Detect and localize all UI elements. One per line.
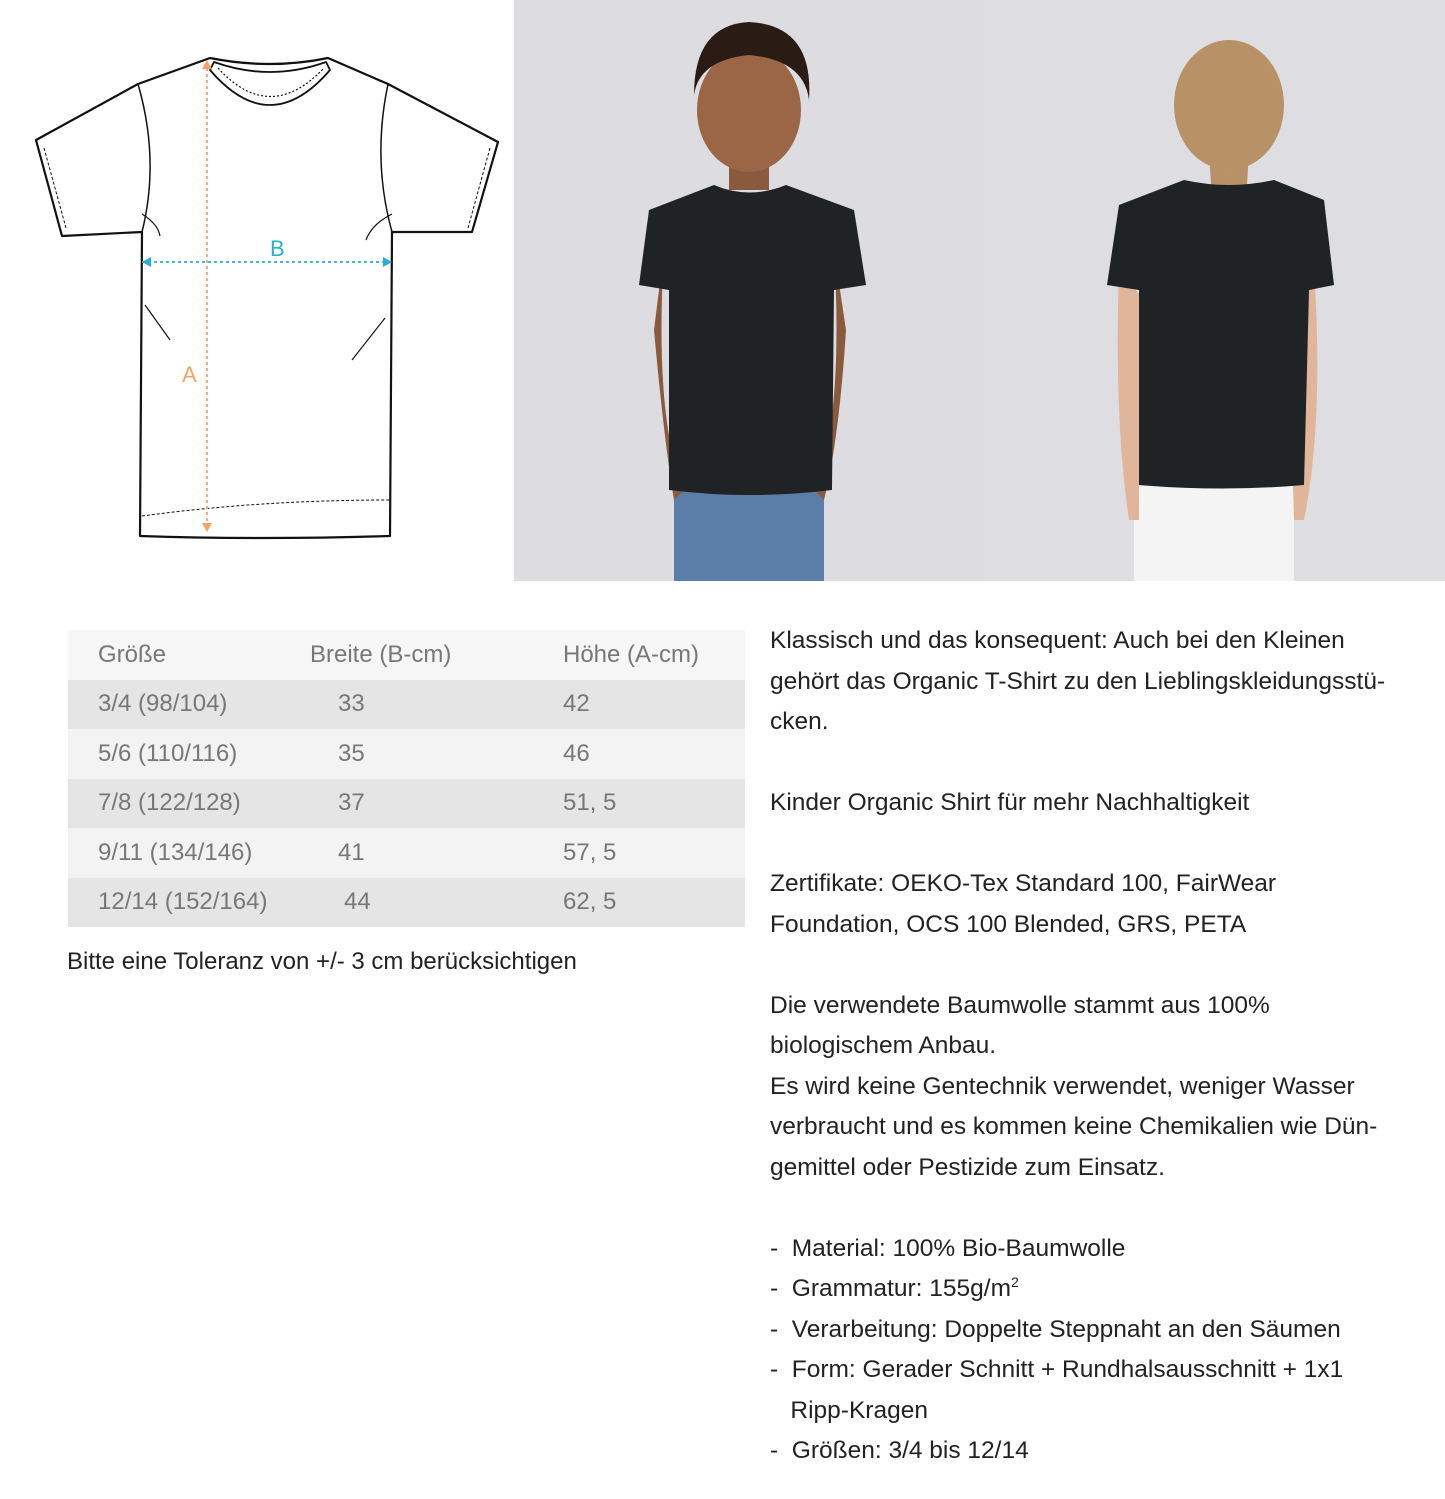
header-width: Breite (B-cm) bbox=[310, 640, 452, 668]
feature-sizes: - Größen: 3/4 bis 12/14 bbox=[770, 1437, 1029, 1464]
intro-line: Klassisch und das konsequent: Auch bei den Kleinen bbox=[770, 627, 1345, 654]
tshirt-outline bbox=[36, 58, 498, 538]
tshirt-back bbox=[1107, 180, 1334, 489]
cell-height: 51, 5 bbox=[563, 789, 617, 817]
cell-width: 37 bbox=[338, 789, 365, 817]
cotton-line: biologischem Anbau. bbox=[770, 1032, 997, 1059]
tshirt-measurement-diagram bbox=[0, 0, 510, 580]
cotton-line: Die verwendete Baumwolle stammt aus 100% bbox=[770, 991, 1270, 1019]
cell-width: 44 bbox=[344, 888, 371, 916]
width-label: B bbox=[270, 236, 285, 261]
header-size: Größe bbox=[98, 640, 167, 668]
cotton-line: verbraucht und es kommen keine Chemikalien wie Dün- bbox=[770, 1113, 1378, 1140]
table-row bbox=[68, 729, 745, 779]
cell-height: 42 bbox=[563, 690, 590, 718]
feature-form-continued: Ripp-Kragen bbox=[770, 1396, 928, 1424]
sustainability-line: Kinder Organic Shirt für mehr Nachhaltigkeit bbox=[770, 789, 1250, 816]
tolerance-note: Bitte eine Toleranz von +/- 3 cm berücksichtigen bbox=[67, 948, 577, 975]
size-table bbox=[68, 630, 745, 927]
cell-size: 9/11 (134/146) bbox=[98, 838, 253, 866]
intro-line: cken. bbox=[770, 708, 829, 735]
photo-front-view bbox=[514, 0, 979, 581]
feature-material: - Material: 100% Bio-Baumwolle bbox=[770, 1234, 1126, 1262]
tshirt-front bbox=[639, 185, 866, 495]
cotton-line: gemittel oder Pestizide zum Einsatz. bbox=[770, 1153, 1165, 1181]
header-height: Höhe (A-cm) bbox=[563, 640, 700, 668]
cell-size: 12/14 (152/164) bbox=[98, 888, 268, 916]
cell-height: 62, 5 bbox=[563, 888, 617, 916]
cell-size: 7/8 (122/128) bbox=[98, 789, 241, 817]
product-description bbox=[770, 621, 1445, 1472]
certificates-line: Foundation, OCS 100 Blended, GRS, PETA bbox=[770, 910, 1247, 938]
height-label: A bbox=[182, 362, 197, 387]
cell-size: 3/4 (98/104) bbox=[98, 690, 228, 718]
table-header-row bbox=[68, 630, 745, 680]
feature-grammage: - Grammatur: $155g/m^2$ bbox=[770, 1273, 1019, 1302]
certificates-line: Zertifikate: OEKO-Tex Standard 100, FairWear bbox=[770, 870, 1277, 897]
table-row bbox=[68, 878, 745, 928]
cell-height: 46 bbox=[563, 739, 590, 767]
feature-processing: - Verarbeitung: Doppelte Steppnaht an den Säumen bbox=[770, 1315, 1341, 1343]
table-row bbox=[68, 779, 745, 829]
feature-form: - Form: Gerader Schnitt + Rundhalsausschnitt + 1x1 bbox=[770, 1356, 1344, 1383]
cell-width: 33 bbox=[338, 690, 365, 718]
photo-back-view bbox=[979, 0, 1445, 581]
table-row bbox=[68, 828, 745, 878]
table-row bbox=[68, 680, 745, 730]
cell-height: 57, 5 bbox=[563, 838, 617, 866]
cell-size: 5/6 (110/116) bbox=[98, 739, 238, 767]
cell-width: 41 bbox=[338, 838, 365, 866]
cotton-line: Es wird keine Gentechnik verwendet, weniger Wasser bbox=[770, 1072, 1355, 1100]
intro-line: gehört das Organic T-Shirt zu den Lieblingskleidungsstü- bbox=[770, 667, 1386, 695]
cell-width: 35 bbox=[338, 739, 365, 767]
